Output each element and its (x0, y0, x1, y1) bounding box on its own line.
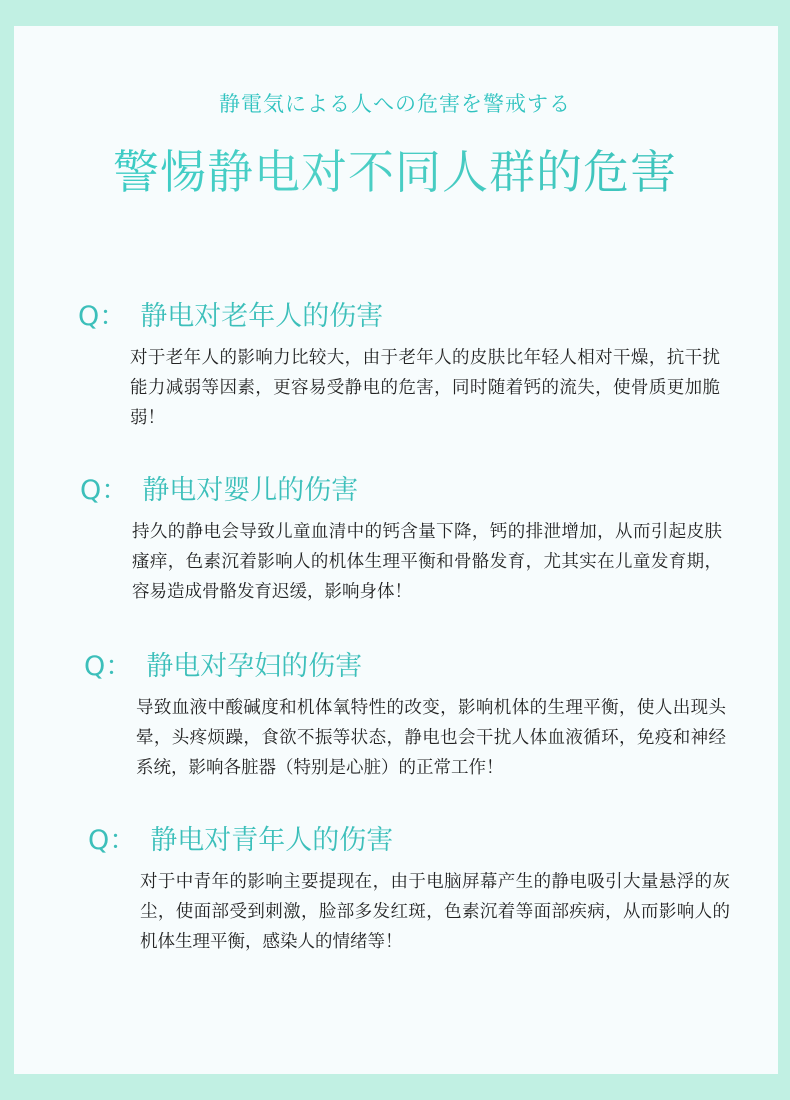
question-row (88, 818, 730, 857)
q-label: Q： (80, 475, 129, 506)
answer-text: 对于中青年的影响主要提现在，由于电脑屏幕产生的静电吸引大量悬浮的灰尘，使面部受到刺激，脸部多发红斑，色素沉着等面部疾病，从而影响人的机体生理平衡，感染人的情绪等！ (140, 872, 730, 952)
qa-section-infant (80, 468, 722, 607)
question-row (78, 294, 720, 333)
question-heading: 静电对孕妇的伤害 (146, 651, 363, 682)
question-row (80, 468, 722, 507)
question-heading: 静电对老年人的伤害 (140, 301, 384, 332)
question-row (84, 644, 726, 683)
q-label: Q： (84, 651, 133, 682)
q-label: Q： (78, 301, 127, 332)
qa-section-youth (88, 818, 730, 957)
answer-text: 持久的静电会导致儿童血清中的钙含量下降，钙的排泄增加，从而引起皮肤瘙痒，色素沉着影响人的机体生理平衡和骨骼发育，尤其实在儿童发育期，容易造成骨骼发育迟缓，影响身体！ (132, 522, 722, 602)
answer-text: 导致血液中酸碱度和机体氧特性的改变，影响机体的生理平衡，使人出现头晕，头疼烦躁，食欲不振等状态，静电也会干扰人体血液循环，免疫和神经系统，影响各脏器（特别是心脏）的正常工作！ (136, 698, 726, 778)
question-heading: 静电对青年人的伤害 (150, 825, 394, 856)
qa-section-pregnant (84, 644, 726, 783)
q-label: Q： (88, 825, 137, 856)
page-subtitle: 静電気による人への危害を警戒する (219, 92, 571, 116)
answer-text: 对于老年人的影响力比较大，由于老年人的皮肤比年轻人相对干燥，抗干扰能力减弱等因素，更容易受静电的危害，同时随着钙的流失，使骨质更加脆弱！ (130, 348, 720, 428)
page-title: 警惕静电对不同人群的危害 (0, 136, 790, 202)
question-heading: 静电对婴儿的伤害 (142, 475, 359, 506)
qa-section-elderly (78, 294, 720, 433)
